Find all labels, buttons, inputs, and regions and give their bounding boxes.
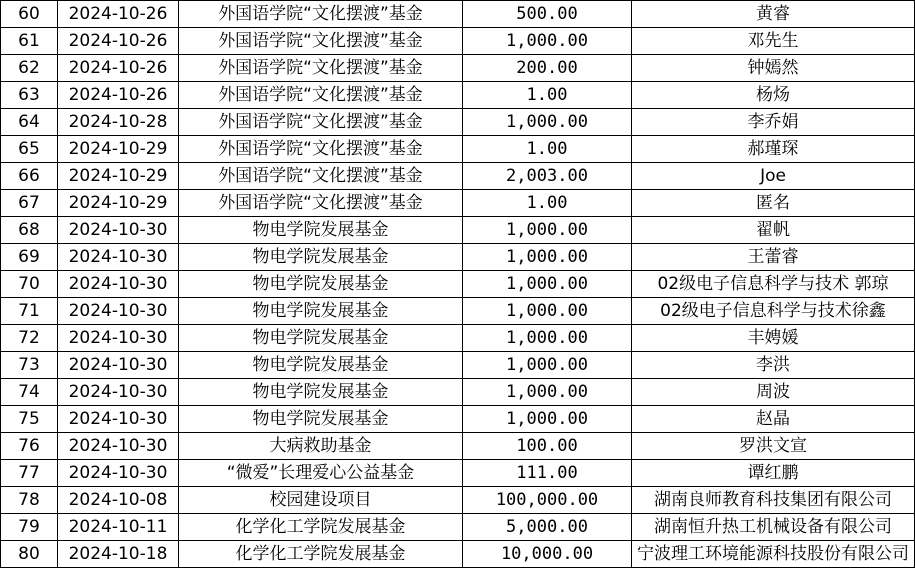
cell-date: 2024-10-29 bbox=[58, 136, 179, 163]
cell-amount: 1.00 bbox=[463, 136, 632, 163]
cell-date: 2024-10-26 bbox=[58, 1, 179, 28]
cell-fund: 化学化工学院发展基金 bbox=[179, 541, 463, 568]
cell-amount: 1,000.00 bbox=[463, 325, 632, 352]
table-row bbox=[1, 217, 915, 244]
cell-donor: 匿名 bbox=[632, 190, 915, 217]
cell-amount: 111.00 bbox=[463, 460, 632, 487]
cell-index: 72 bbox=[1, 325, 58, 352]
cell-fund: 外国语学院“文化摆渡”基金 bbox=[179, 82, 463, 109]
cell-date: 2024-10-29 bbox=[58, 190, 179, 217]
table-row bbox=[1, 82, 915, 109]
cell-date: 2024-10-30 bbox=[58, 352, 179, 379]
cell-index: 60 bbox=[1, 1, 58, 28]
cell-index: 80 bbox=[1, 541, 58, 568]
cell-amount: 1,000.00 bbox=[463, 379, 632, 406]
cell-date: 2024-10-11 bbox=[58, 514, 179, 541]
cell-amount: 500.00 bbox=[463, 1, 632, 28]
cell-date: 2024-10-30 bbox=[58, 325, 179, 352]
cell-amount: 1.00 bbox=[463, 190, 632, 217]
cell-amount: 1,000.00 bbox=[463, 298, 632, 325]
cell-date: 2024-10-30 bbox=[58, 460, 179, 487]
cell-date: 2024-10-28 bbox=[58, 109, 179, 136]
cell-date: 2024-10-26 bbox=[58, 82, 179, 109]
cell-donor: 翟帆 bbox=[632, 217, 915, 244]
table-row bbox=[1, 244, 915, 271]
cell-fund: 物电学院发展基金 bbox=[179, 298, 463, 325]
cell-donor: 周波 bbox=[632, 379, 915, 406]
table-row bbox=[1, 28, 915, 55]
table-row bbox=[1, 109, 915, 136]
cell-fund: 外国语学院“文化摆渡”基金 bbox=[179, 136, 463, 163]
cell-index: 76 bbox=[1, 433, 58, 460]
cell-donor: 李洪 bbox=[632, 352, 915, 379]
cell-donor: 罗洪文宣 bbox=[632, 433, 915, 460]
cell-fund: 大病救助基金 bbox=[179, 433, 463, 460]
cell-date: 2024-10-30 bbox=[58, 271, 179, 298]
cell-fund: 物电学院发展基金 bbox=[179, 325, 463, 352]
cell-donor: 王蕾睿 bbox=[632, 244, 915, 271]
table-row bbox=[1, 136, 915, 163]
cell-donor: Joe bbox=[632, 163, 915, 190]
cell-index: 62 bbox=[1, 55, 58, 82]
cell-date: 2024-10-26 bbox=[58, 28, 179, 55]
cell-amount: 1,000.00 bbox=[463, 406, 632, 433]
cell-fund: “微爱”长理爱心公益基金 bbox=[179, 460, 463, 487]
cell-amount: 10,000.00 bbox=[463, 541, 632, 568]
cell-donor: 杨炀 bbox=[632, 82, 915, 109]
cell-index: 65 bbox=[1, 136, 58, 163]
cell-date: 2024-10-30 bbox=[58, 379, 179, 406]
cell-fund: 外国语学院“文化摆渡”基金 bbox=[179, 163, 463, 190]
cell-index: 71 bbox=[1, 298, 58, 325]
cell-date: 2024-10-18 bbox=[58, 541, 179, 568]
cell-amount: 1,000.00 bbox=[463, 109, 632, 136]
table-row bbox=[1, 487, 915, 514]
cell-fund: 物电学院发展基金 bbox=[179, 217, 463, 244]
cell-amount: 5,000.00 bbox=[463, 514, 632, 541]
table-row bbox=[1, 541, 915, 568]
cell-index: 63 bbox=[1, 82, 58, 109]
cell-amount: 1,000.00 bbox=[463, 244, 632, 271]
table-row bbox=[1, 460, 915, 487]
cell-amount: 1,000.00 bbox=[463, 28, 632, 55]
cell-index: 78 bbox=[1, 487, 58, 514]
table-row bbox=[1, 379, 915, 406]
cell-date: 2024-10-30 bbox=[58, 406, 179, 433]
cell-amount: 1,000.00 bbox=[463, 352, 632, 379]
table-row bbox=[1, 55, 915, 82]
cell-date: 2024-10-08 bbox=[58, 487, 179, 514]
table-row bbox=[1, 406, 915, 433]
cell-amount: 1,000.00 bbox=[463, 217, 632, 244]
table-row bbox=[1, 1, 915, 28]
cell-donor: 黄睿 bbox=[632, 1, 915, 28]
cell-date: 2024-10-30 bbox=[58, 433, 179, 460]
table-body bbox=[1, 1, 915, 568]
cell-amount: 1.00 bbox=[463, 82, 632, 109]
cell-date: 2024-10-30 bbox=[58, 217, 179, 244]
cell-index: 61 bbox=[1, 28, 58, 55]
table-row bbox=[1, 514, 915, 541]
cell-donor: 李乔娟 bbox=[632, 109, 915, 136]
cell-index: 69 bbox=[1, 244, 58, 271]
cell-amount: 100.00 bbox=[463, 433, 632, 460]
cell-fund: 物电学院发展基金 bbox=[179, 244, 463, 271]
table-row bbox=[1, 190, 915, 217]
cell-index: 67 bbox=[1, 190, 58, 217]
table-row bbox=[1, 433, 915, 460]
cell-fund: 物电学院发展基金 bbox=[179, 379, 463, 406]
cell-index: 68 bbox=[1, 217, 58, 244]
cell-donor: 02级电子信息科学与技术 郭琼 bbox=[632, 271, 915, 298]
cell-fund: 物电学院发展基金 bbox=[179, 406, 463, 433]
cell-date: 2024-10-30 bbox=[58, 298, 179, 325]
cell-amount: 200.00 bbox=[463, 55, 632, 82]
cell-donor: 丰娉媛 bbox=[632, 325, 915, 352]
cell-fund: 外国语学院“文化摆渡”基金 bbox=[179, 190, 463, 217]
cell-fund: 校园建设项目 bbox=[179, 487, 463, 514]
table-row bbox=[1, 352, 915, 379]
cell-donor: 02级电子信息科学与技术徐鑫 bbox=[632, 298, 915, 325]
table-row bbox=[1, 325, 915, 352]
table-row bbox=[1, 271, 915, 298]
cell-donor: 湖南恒升热工机械设备有限公司 bbox=[632, 514, 915, 541]
table-row bbox=[1, 163, 915, 190]
cell-amount: 2,003.00 bbox=[463, 163, 632, 190]
cell-fund: 外国语学院“文化摆渡”基金 bbox=[179, 28, 463, 55]
cell-donor: 赵晶 bbox=[632, 406, 915, 433]
cell-index: 66 bbox=[1, 163, 58, 190]
cell-date: 2024-10-30 bbox=[58, 244, 179, 271]
cell-index: 70 bbox=[1, 271, 58, 298]
cell-donor: 邓先生 bbox=[632, 28, 915, 55]
cell-donor: 钟嫣然 bbox=[632, 55, 915, 82]
cell-fund: 外国语学院“文化摆渡”基金 bbox=[179, 1, 463, 28]
cell-donor: 宁波理工环境能源科技股份有限公司 bbox=[632, 541, 915, 568]
cell-amount: 1,000.00 bbox=[463, 271, 632, 298]
cell-index: 73 bbox=[1, 352, 58, 379]
cell-date: 2024-10-29 bbox=[58, 163, 179, 190]
cell-fund: 外国语学院“文化摆渡”基金 bbox=[179, 109, 463, 136]
cell-fund: 物电学院发展基金 bbox=[179, 271, 463, 298]
table-row bbox=[1, 298, 915, 325]
cell-date: 2024-10-26 bbox=[58, 55, 179, 82]
cell-amount: 100,000.00 bbox=[463, 487, 632, 514]
cell-index: 64 bbox=[1, 109, 58, 136]
cell-fund: 外国语学院“文化摆渡”基金 bbox=[179, 55, 463, 82]
cell-index: 77 bbox=[1, 460, 58, 487]
cell-index: 75 bbox=[1, 406, 58, 433]
cell-donor: 湖南良师教育科技集团有限公司 bbox=[632, 487, 915, 514]
cell-index: 79 bbox=[1, 514, 58, 541]
cell-fund: 物电学院发展基金 bbox=[179, 352, 463, 379]
cell-fund: 化学化工学院发展基金 bbox=[179, 514, 463, 541]
cell-donor: 谭红鹏 bbox=[632, 460, 915, 487]
cell-donor: 郝瑾琛 bbox=[632, 136, 915, 163]
cell-index: 74 bbox=[1, 379, 58, 406]
